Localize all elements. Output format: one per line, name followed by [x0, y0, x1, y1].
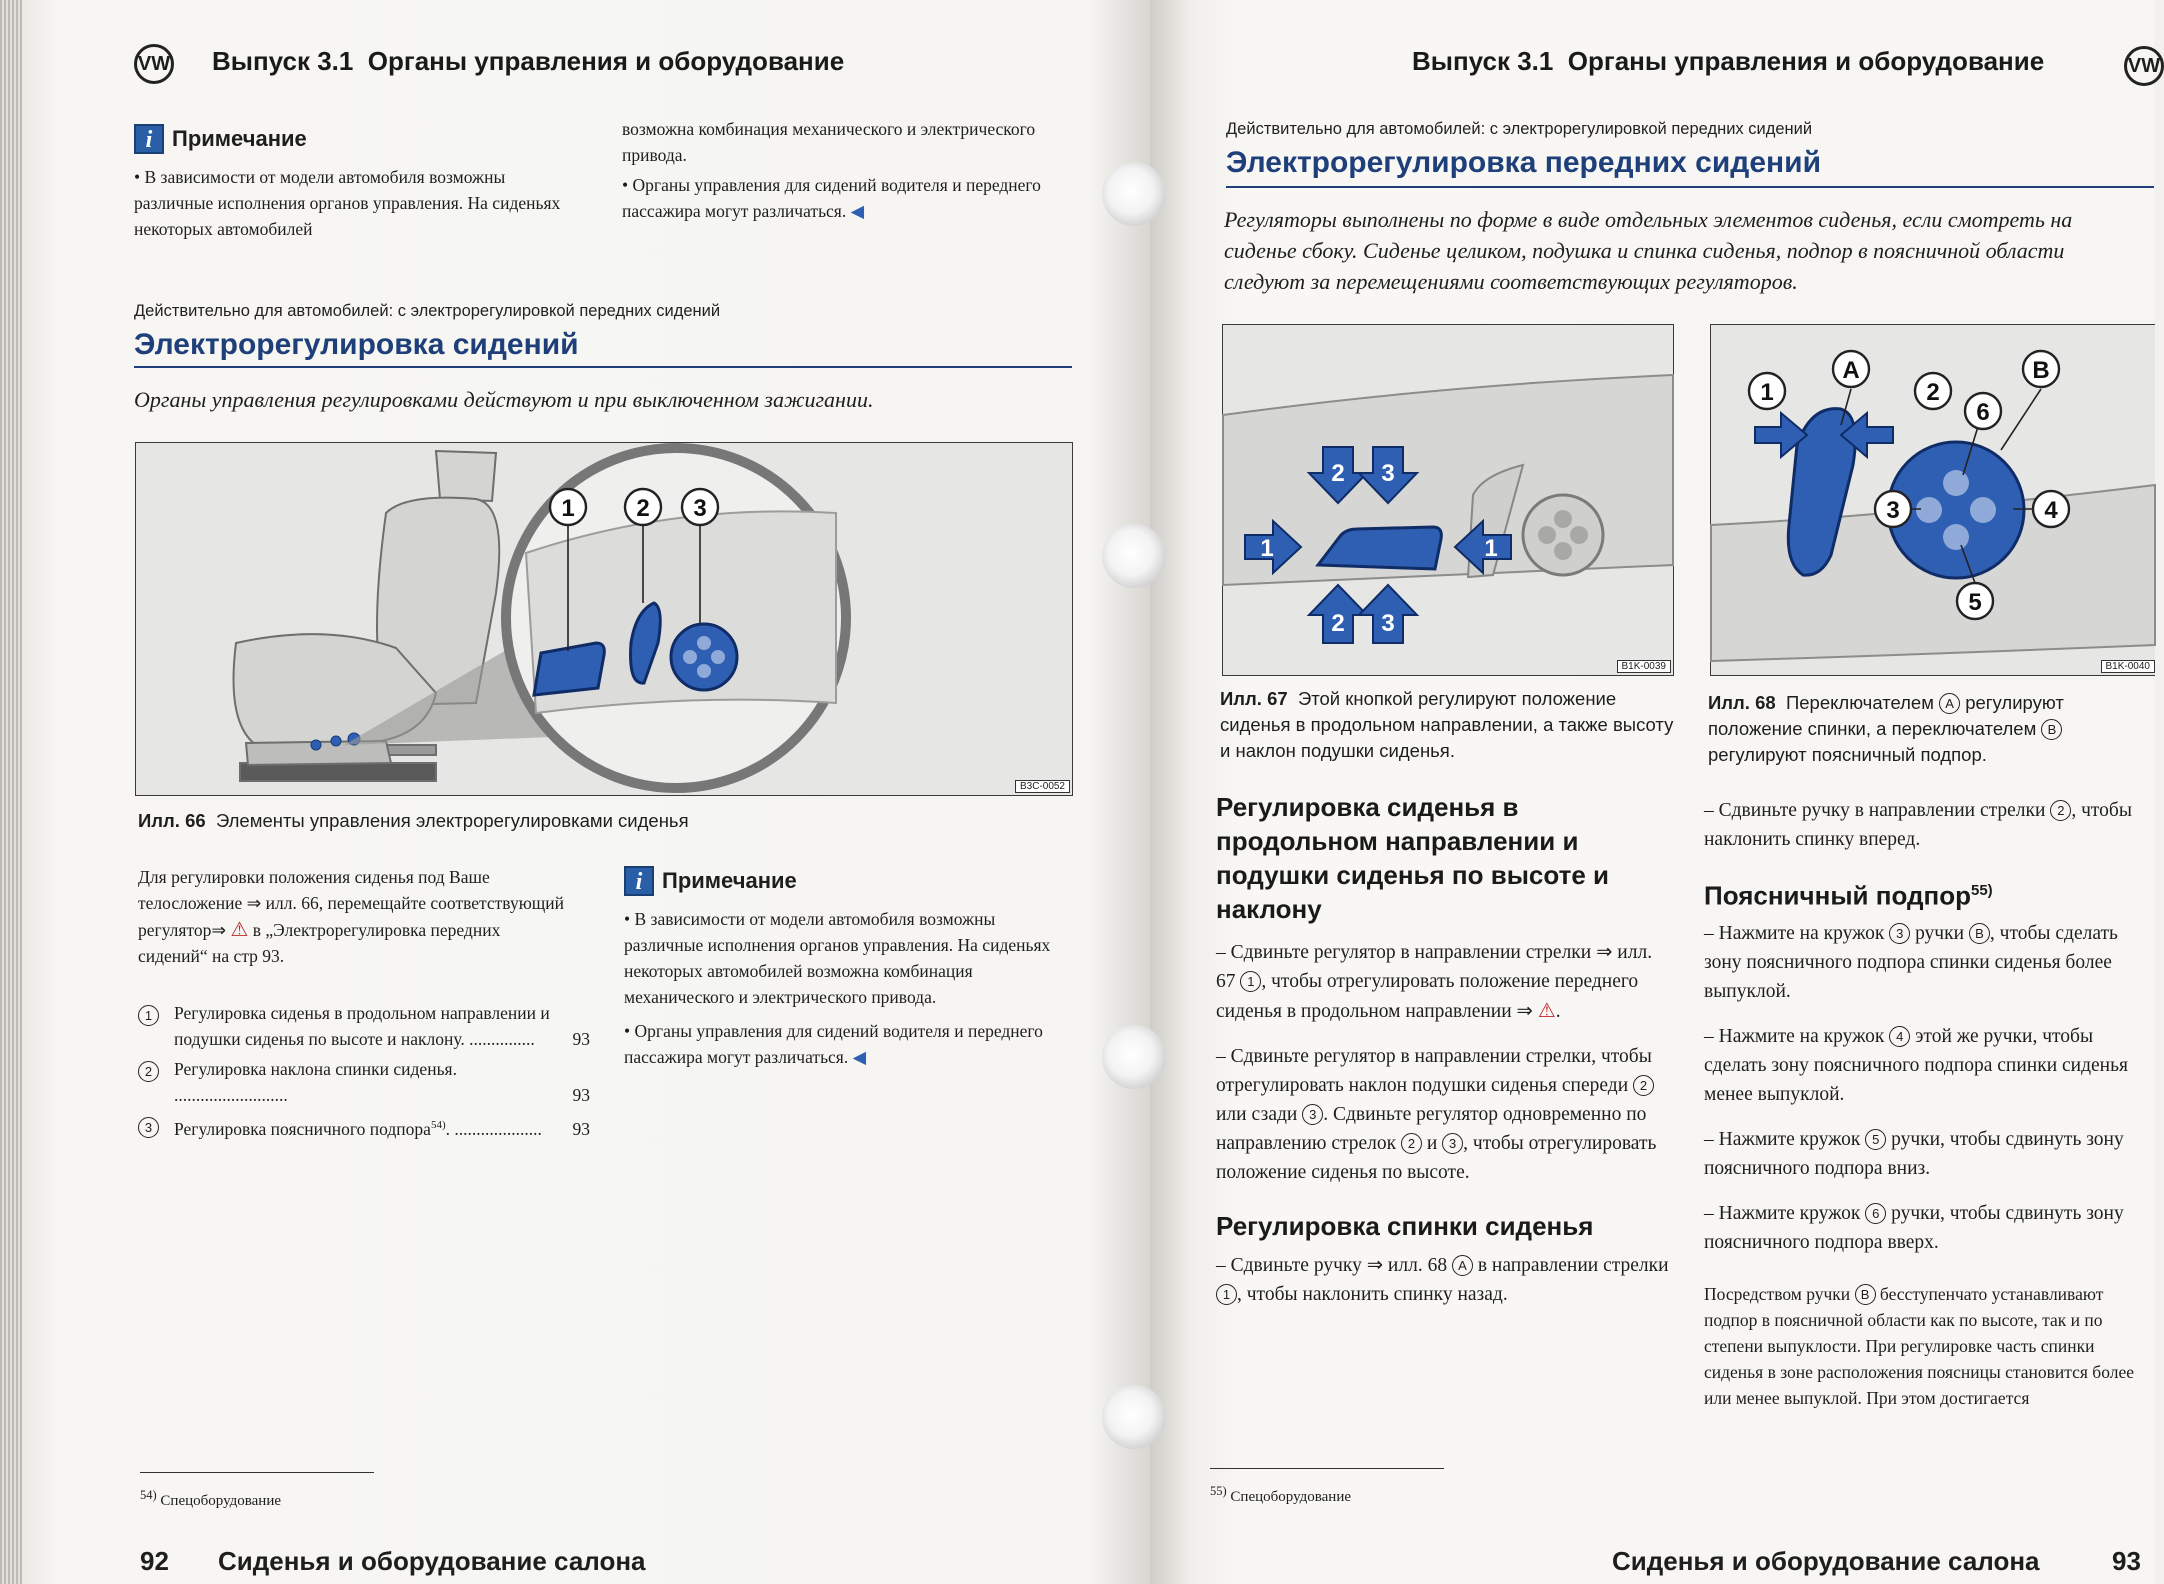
toc-text: Регулировка наклона спинки сиденья. .......................... [174, 1059, 457, 1105]
toc-number: 2 [138, 1061, 159, 1082]
left-page-number: 92 [140, 1546, 169, 1576]
callout-ref: A [1939, 693, 1960, 714]
instruction-paragraph [1216, 1251, 1676, 1309]
subsection-heading: Регулировка спинки сиденья [1216, 1211, 1594, 1241]
section-title: Электрорегулировка передних сидений [1226, 146, 1822, 179]
figure-66-illustration [136, 443, 1072, 795]
intro-paragraph [138, 864, 570, 969]
toc-item[interactable] [138, 1000, 590, 1052]
figure-code: B1K-0039 [1617, 660, 1671, 673]
instruction-paragraph [1216, 1042, 1676, 1187]
note-top-continued [622, 116, 1062, 224]
figure-68-caption [1708, 690, 2148, 768]
toc-item[interactable] [138, 1112, 590, 1142]
instruction-text: ручки, чтобы сдвинуть зону поясничного подпора вверх. [1704, 1202, 2124, 1253]
callout-ref: 1 [1216, 1284, 1237, 1305]
heading-text: Поясничный подпор [1704, 880, 1971, 911]
toc-dots: . .................... [445, 1118, 542, 1139]
footnote-rule [1210, 1468, 1444, 1469]
subsection-heading: Регулировка сиденья в продольном направлении и подушки сиденья по высоте и наклону [1216, 792, 1609, 924]
note-title: Примечание [662, 868, 797, 893]
instruction-text: , чтобы отрегулировать положение переднего сиденья в продольном направлении ⇒ [1216, 971, 1639, 1022]
validity-note: Действительно для автомобилей: с электрорегулировкой передних сидений [1226, 120, 1813, 138]
footnote-rule [140, 1472, 374, 1473]
instruction-text: – Нажмите на кружок [1704, 1025, 1885, 1047]
callout-label: 4 [2044, 497, 2058, 524]
callout-ref: A [1452, 1255, 1473, 1276]
title-rule [134, 366, 1072, 368]
instruction-text: , чтобы отрегулировать положение сиденья по высоте. [1216, 1133, 1657, 1183]
binder-hole [1102, 1385, 1166, 1449]
note-top [134, 124, 584, 242]
footnote-text: Спецоборудование [160, 1493, 282, 1509]
footnote-mark: 54) [140, 1488, 157, 1502]
instruction-text: ручки [1915, 922, 1965, 944]
caption-text: Переключателем [1785, 692, 1934, 713]
instruction-paragraph [1704, 1022, 2144, 1109]
callout-label: B [2032, 357, 2050, 384]
footnote-text: Спецоборудование [1230, 1489, 1352, 1505]
instruction-paragraph: – Сдвиньте регулятор в направлении стрелки ⇒ илл. 67 1 , чтобы отрегулировать положение переднего сиденья в продольном направлении ⇒ ⚠. [1216, 942, 1653, 1022]
instruction-paragraph [1704, 1199, 2144, 1257]
callout-ref: 3 [1302, 1104, 1323, 1125]
callout-ref: 5 [1865, 1129, 1886, 1150]
toc-text: Регулировка поясничного подпора [174, 1118, 431, 1139]
instruction-paragraph [1704, 1125, 2144, 1183]
footnote [1210, 1484, 1351, 1506]
instruction-text: и [1426, 1133, 1438, 1154]
callout-ref: B [1855, 1284, 1876, 1305]
callout-label: 1 [561, 495, 575, 522]
note-text: • Органы управления для сидений водителя и переднего пассажира могут различаться. [624, 1021, 1043, 1067]
toc-page: 93 [572, 1118, 590, 1139]
caption-text: Этой кнопкой регулируют положение сиденья в продольном направлении, а также высоту и наклон подушки сиденья. [1220, 688, 1674, 761]
toc-number: 1 [138, 1005, 159, 1026]
figure-67-caption [1220, 686, 1676, 764]
explanation-paragraph [1704, 1281, 2144, 1411]
callout-ref: 6 [1865, 1203, 1886, 1224]
instruction-text: этой же ручки, чтобы сделать зону поясничного подпора спинки сиденья менее выпуклой. [1704, 1025, 2128, 1105]
vw-logo-icon: VW [134, 44, 174, 84]
info-icon: i [624, 866, 654, 896]
arrow-label: 3 [1381, 610, 1395, 637]
callout-ref: 2 [2050, 800, 2071, 821]
section-lead: Органы управления регулировками действуют и при выключенном зажигании. [134, 387, 874, 412]
right-page-number: 93 [2112, 1546, 2141, 1576]
figure-68-illustration [1711, 325, 2155, 675]
instruction-text: , чтобы сделать зону поясничного подпора спинки сиденья более выпуклой. [1704, 922, 2118, 1002]
caption-text: Элементы управления электрорегулировками сиденья [215, 810, 689, 831]
callout-label: 3 [693, 495, 707, 522]
arrow-label: 1 [1260, 535, 1274, 562]
left-footer-title: Сиденья и оборудование салона [218, 1546, 646, 1576]
arrow-label: 2 [1331, 610, 1345, 637]
figure-67 [1222, 324, 1674, 676]
note-text: • Органы управления для сидений водителя и переднего пассажира могут различаться. [622, 175, 1041, 221]
toc-list [138, 1000, 590, 1146]
warning-triangle-icon[interactable]: ⚠ [230, 917, 249, 941]
instruction-paragraph [1704, 796, 2144, 854]
instruction-paragraph [1704, 919, 2144, 1006]
right-header-title: Выпуск 3.1 Органы управления и оборудование [1412, 46, 2045, 76]
figure-68 [1710, 324, 2155, 676]
callout-ref: 2 [1401, 1133, 1422, 1154]
note-text: возможна комбинация механического и электрического привода. [622, 119, 1036, 165]
page-edges [0, 0, 22, 1584]
caption-text: регулируют поясничный подпор. [1708, 744, 1987, 765]
instruction-text: – Нажмите кружок [1704, 1202, 1861, 1224]
callout-label: 3 [1886, 497, 1900, 524]
figure-code: B3C-0052 [1015, 780, 1070, 793]
right-column-2 [1704, 796, 2144, 1411]
callout-ref: 3 [1442, 1133, 1463, 1154]
instruction-text: , чтобы наклонить спинку вперед. [1704, 800, 2132, 850]
note-text: • В зависимости от модели автомобиля возможны различные исполнения органов управления. На сиденьях некоторых автомобилей возможна комбинация механического и электрического привода. [624, 909, 1051, 1007]
figure-66-caption [138, 808, 689, 834]
note-bottom [624, 866, 1068, 1070]
instruction-text: – Сдвиньте регулятор в направлении стрелки ⇒ илл. 67 [1216, 942, 1653, 992]
binder-hole [1102, 162, 1166, 226]
vw-logo-icon: VW [2124, 46, 2164, 86]
title-rule [1226, 186, 2154, 188]
footnote [140, 1488, 281, 1510]
callout-label: 5 [1968, 589, 1982, 616]
toc-item[interactable] [138, 1056, 590, 1108]
info-icon: i [134, 124, 164, 154]
arrow-label: 3 [1381, 460, 1395, 487]
intro-text: Для регулировки положения сиденья под Ваше телосложение ⇒ илл. 66, перемещайте соответствующий регулятор⇒ [138, 867, 564, 940]
end-marker-icon: ◀ [850, 201, 865, 221]
explanation-text: Посредством ручки [1704, 1283, 1851, 1304]
instruction-text: или сзади [1216, 1104, 1298, 1125]
toc-page: 93 [572, 1085, 590, 1105]
section-lead: Регуляторы выполнены по форме в виде отдельных элементов сиденья, если смотреть на сиденье сбоку. Сиденье целиком, подушка и спинка сиденья, подпор в поясничной области следуют за перемещениями соответствующих регуляторов. [1224, 207, 2073, 294]
instruction-text: в направлении стрелки [1477, 1255, 1669, 1276]
binder-hole [1102, 1025, 1166, 1089]
instruction-text: – Сдвиньте ручку ⇒ илл. 68 [1216, 1255, 1448, 1276]
callout-label: 2 [636, 495, 650, 522]
note-title: Примечание [172, 126, 307, 151]
instruction-text: – Нажмите на кружок [1704, 922, 1885, 944]
warning-triangle-icon[interactable]: ⚠ [1537, 998, 1556, 1022]
footnote-mark: 55) [1210, 1484, 1227, 1498]
intro-text: в „Электрорегулировка передних сидений“ на стр 93. [138, 920, 501, 966]
caption-label: Илл. 68 [1708, 692, 1776, 713]
instruction-text: ручки, чтобы сдвинуть зону поясничного подпора вниз. [1704, 1128, 2124, 1179]
instruction-text: – Сдвиньте регулятор в направлении стрелки, чтобы отрегулировать наклон подушки сиденья спереди [1216, 1046, 1652, 1096]
callout-label: 2 [1926, 379, 1940, 406]
callout-ref: 3 [1889, 923, 1910, 944]
caption-text: регулируют положение спинки, а переключателем [1708, 692, 2064, 739]
instruction-text: , чтобы наклонить спинку назад. [1237, 1284, 1508, 1305]
arrow-label: 2 [1331, 460, 1345, 487]
figure-67-illustration [1223, 325, 1673, 675]
validity-note: Действительно для автомобилей: с электрорегулировкой передних сидений [134, 302, 721, 320]
instruction-text: – Нажмите кружок [1704, 1128, 1861, 1150]
toc-page: 93 [572, 1029, 590, 1049]
right-footer-title: Сиденья и оборудование салона [1612, 1546, 2040, 1576]
callout-label: A [1842, 357, 1860, 384]
caption-label: Илл. 66 [138, 810, 206, 831]
arrow-label: 1 [1484, 535, 1498, 562]
callout-ref: B [1969, 923, 1990, 944]
callout-ref: 2 [1633, 1075, 1654, 1096]
explanation-text: бесступенчато устанавливают подпор в поясничной области как по высоте, так и по степени выпуклости. При регулировке часть спинки сиденья в зоне расположения поясницы становится более или менее выпуклой. При этом достигается [1704, 1283, 2134, 1408]
callout-label: 1 [1760, 379, 1774, 406]
toc-number: 3 [138, 1117, 159, 1138]
binder-hole [1102, 524, 1166, 588]
subsection-heading [1704, 874, 2144, 913]
callout-ref: 4 [1889, 1026, 1910, 1047]
footnote-ref[interactable]: 54) [430, 1119, 446, 1131]
note-text: • В зависимости от модели автомобиля возможны различные исполнения органов управления. На сиденьях некоторых автомобилей [134, 167, 561, 239]
footnote-ref[interactable]: 55) [1970, 882, 1993, 899]
toc-text: Регулировка сиденья в продольном направлении и подушки сиденья по высоте и наклону. ............... [174, 1003, 550, 1049]
figure-66 [135, 442, 1073, 796]
callout-ref: 1 [1240, 971, 1261, 992]
left-header-title: Выпуск 3.1 Органы управления и оборудование [212, 46, 845, 76]
section-title: Электрорегулировка сидений [134, 328, 579, 361]
callout-label: 6 [1976, 399, 1990, 426]
instruction-text: – Сдвиньте ручку в направлении стрелки [1704, 800, 2046, 821]
end-marker-icon: ◀ [852, 1047, 867, 1067]
caption-label: Илл. 67 [1220, 688, 1288, 709]
callout-ref: B [2041, 719, 2062, 740]
figure-code: B1K-0040 [2101, 660, 2155, 673]
right-column-1 [1216, 790, 1676, 1309]
instruction-text: . Сдвиньте регулятор одновременно по направлению стрелок [1216, 1104, 1647, 1154]
